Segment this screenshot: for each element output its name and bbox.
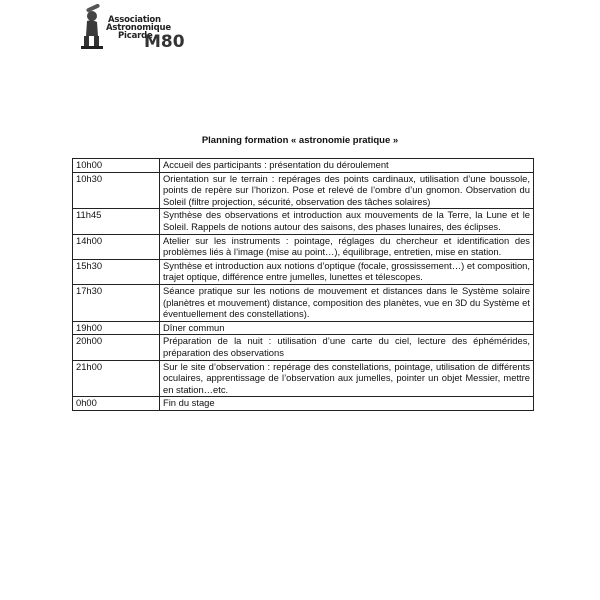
- time-cell: 11h45: [73, 209, 160, 234]
- schedule-table: [72, 158, 534, 411]
- table-row: [73, 321, 534, 335]
- activity-cell: Fin du stage: [160, 397, 534, 411]
- logo-code: M80: [144, 32, 185, 52]
- activity-cell: Synthèse et introduction aux notions d’optique (focale, grossissement…) et composition, trajet optique, différence entre jumelles, lunettes et télescopes.: [160, 259, 534, 284]
- logo-text-line1: Association: [108, 15, 161, 25]
- table-row: [73, 335, 534, 360]
- activity-cell: Dîner commun: [160, 321, 534, 335]
- table-row: [73, 259, 534, 284]
- time-cell: 17h30: [73, 284, 160, 321]
- time-cell: 21h00: [73, 360, 160, 397]
- activity-cell: Atelier sur les instruments : pointage, réglages du chercheur et identification des problèmes liés à l’image (mise au point…), équilibrage, entretien, mise en station.: [160, 234, 534, 259]
- time-cell: 15h30: [73, 259, 160, 284]
- association-logo: [78, 4, 198, 52]
- activity-cell: Orientation sur le terrain : repérages des points cardinaux, utilisation d’une boussole, points de repère sur l’horizon. Pose et relevé de l’ombre d’un gnomon. Observation du Soleil (filtre projection, sécurité, observation des tâches solaires): [160, 172, 534, 209]
- time-cell: 10h30: [73, 172, 160, 209]
- time-cell: 20h00: [73, 335, 160, 360]
- table-row: [73, 284, 534, 321]
- table-row: [73, 172, 534, 209]
- logo-text-line3: Picarde: [118, 31, 153, 41]
- table-row: [73, 209, 534, 234]
- logo-text-line2: Astronomique: [106, 23, 171, 33]
- table-row: [73, 234, 534, 259]
- time-cell: 0h00: [73, 397, 160, 411]
- activity-cell: Synthèse des observations et introduction aux mouvements de la Terre, la Lune et le Soleil. Rappels de notions autour des saisons, des phases lunaires, des éclipses.: [160, 209, 534, 234]
- time-cell: 14h00: [73, 234, 160, 259]
- activity-cell: Séance pratique sur les notions de mouvement et distances dans le Système solaire (planètres et mouvement) distance, composition des planètes, vue en 3D du Système et éventuellement des constellations).: [160, 284, 534, 321]
- activity-cell: Préparation de la nuit : utilisation d’une carte du ciel, lecture des éphémérides, préparation des observations: [160, 335, 534, 360]
- page-title: Planning formation « astronomie pratique »: [201, 135, 399, 146]
- table-row: [73, 397, 534, 411]
- table-row: [73, 159, 534, 173]
- time-cell: 19h00: [73, 321, 160, 335]
- activity-cell: Sur le site d’observation : repérage des constellations, pointage, utilisation de différents oculaires, apprentissage de l’observation aux jumelles, pointer un objet Messier, mettre en station…etc.: [160, 360, 534, 397]
- activity-cell: Accueil des participants : présentation du déroulement: [160, 159, 534, 173]
- table-row: [73, 360, 534, 397]
- time-cell: 10h00: [73, 159, 160, 173]
